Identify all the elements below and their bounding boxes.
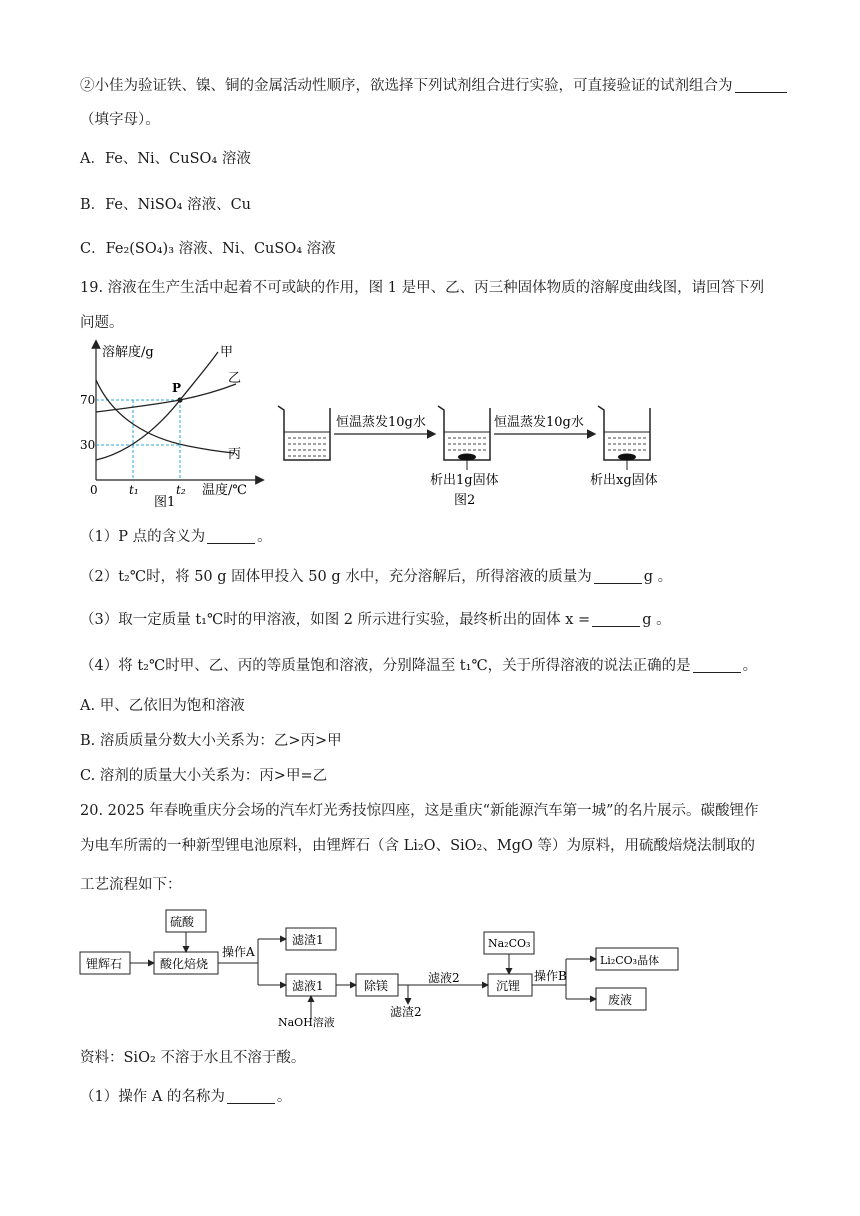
q19-option-b: B. 溶质质量分数大小关系为：乙>丙>甲 — [80, 733, 342, 749]
diagram-label: 硫酸 — [170, 915, 195, 929]
diagram-label: 沉锂 — [496, 979, 521, 993]
diagram-label: 滤液1 — [292, 979, 324, 993]
arrow-2-label: 恒温蒸发10g水 — [494, 415, 584, 430]
figure-1-caption: 图1 — [154, 495, 176, 510]
process-flow-diagram — [78, 908, 718, 1028]
answer-blank[interactable] — [594, 569, 642, 584]
q20-stem-line3: 工艺流程如下： — [80, 877, 182, 893]
answer-blank[interactable] — [592, 612, 640, 627]
q19-stem-line1: 19. 溶液在生产生活中起着不可或缺的作用，图 1 是甲、乙、丙三种固体物质的溶解度曲线图，请回答下列 — [80, 280, 765, 296]
y-tick-70: 70 — [80, 393, 96, 407]
q18-fill-hint: （填字母）。 — [80, 112, 160, 128]
q19-sub2: （2）t₂℃时，将 50 g 固体甲投入 50 g 水中，充分溶解后，所得溶液的质量为 g 。 — [80, 569, 673, 585]
y-tick-30: 30 — [80, 438, 96, 452]
curve-jia — [96, 352, 218, 460]
beaker-3-note: 析出xg固体 — [590, 473, 658, 488]
q19-sub4: （4）将 t₂℃时甲、乙、丙的等质量饱和溶液，分别降温至 t₁℃，关于所得溶液的说法正确的是 。 — [80, 658, 758, 674]
figure-1-solubility-chart — [78, 338, 268, 510]
diagram-label: 滤渣2 — [390, 1005, 422, 1019]
curve-yi — [96, 384, 236, 412]
figure-2-caption: 图2 — [454, 493, 476, 508]
x-axis-label: 温度/℃ — [202, 483, 247, 498]
diagram-label: 操作B — [534, 969, 567, 983]
x-tick-t2: t₂ — [176, 483, 186, 497]
diagram-label: 操作A — [222, 945, 255, 959]
q19-sub3: （3）取一定质量 t₁℃时的甲溶液，如图 2 所示进行实验，最终析出的固体 x = g 。 — [80, 612, 671, 628]
point-p — [177, 397, 182, 402]
beaker-3 — [598, 406, 650, 470]
diagram-label: Na₂CO₃ — [488, 937, 531, 950]
point-p-label: P — [172, 381, 182, 395]
series-label-jia: 甲 — [220, 345, 234, 360]
diagram-label: 锂辉石 — [86, 957, 123, 971]
answer-blank[interactable] — [735, 78, 787, 93]
q20-info: 资料：SiO₂ 不溶于水且不溶于酸。 — [80, 1050, 306, 1066]
diagram-label: 酸化焙烧 — [160, 957, 209, 971]
q20-stem-line2: 为电车所需的一种新型锂电池原料，由锂辉石（含 Li₂O、SiO₂、MgO 等）为原料，用硫酸焙烧法制取的 — [80, 838, 755, 854]
diagram-label: 滤渣1 — [292, 933, 324, 947]
q19-option-a: A. 甲、乙依旧为饱和溶液 — [80, 698, 245, 714]
q18-intro: ②小佳为验证铁、镍、铜的金属活动性顺序，欲选择下列试剂组合进行实验，可直接验证的试剂组合为 — [80, 74, 789, 95]
diagram-label: NaOH溶液 — [278, 1016, 335, 1028]
q20-sub1: （1）操作 A 的名称为 。 — [80, 1089, 292, 1105]
origin-label: 0 — [90, 483, 98, 497]
y-axis-label: 溶解度/g — [102, 345, 154, 360]
q19-sub1: （1）P 点的含义为 。 — [80, 529, 272, 545]
answer-blank[interactable] — [207, 529, 255, 544]
diagram-label: 除镁 — [364, 979, 389, 993]
diagram-label: 废液 — [608, 993, 633, 1007]
q18-option-c: C．Fe₂(SO₄)₃ 溶液、Ni、CuSO₄ 溶液 — [80, 241, 336, 257]
x-tick-t1: t₁ — [129, 483, 139, 497]
series-label-bing: 丙 — [228, 447, 242, 462]
beaker-1 — [278, 406, 330, 460]
q18-option-b: B．Fe、NiSO₄ 溶液、Cu — [80, 197, 252, 213]
arrow-1-label: 恒温蒸发10g水 — [336, 415, 426, 430]
diagram-label: Li₂CO₃晶体 — [600, 954, 660, 967]
answer-blank[interactable] — [227, 1089, 275, 1104]
answer-blank[interactable] — [693, 658, 741, 673]
figure-2-evaporation — [272, 398, 672, 510]
diagram-label: 滤液2 — [428, 971, 460, 985]
series-label-yi: 乙 — [228, 371, 242, 386]
beaker-2 — [438, 406, 490, 470]
q19-stem-line2: 问题。 — [80, 315, 124, 331]
q19-option-c: C. 溶剂的质量大小关系为：丙>甲=乙 — [80, 768, 328, 784]
q20-stem-line1: 20. 2025 年春晚重庆分会场的汽车灯光秀技惊四座，这是重庆“新能源汽车第一城”的名片展示。碳酸锂作 — [80, 803, 759, 819]
beaker-2-note: 析出1g固体 — [430, 473, 499, 488]
q18-option-a: A．Fe、Ni、CuSO₄ 溶液 — [80, 151, 251, 167]
